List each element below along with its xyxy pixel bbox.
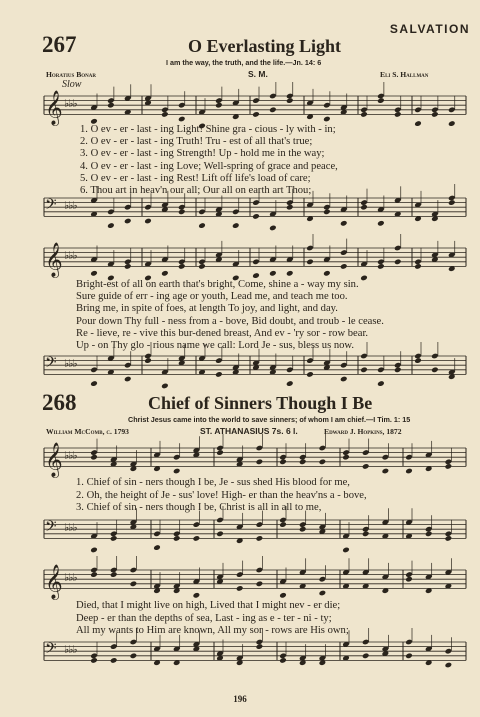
note-head (107, 222, 115, 229)
note-head (130, 653, 138, 660)
note-head (414, 357, 422, 364)
note-head (286, 270, 294, 277)
lyrics-block (80, 124, 338, 197)
key-signature-flats-icon: ♭♭♭ (64, 357, 77, 371)
composer-credit: Eli S. Hallman (380, 70, 429, 79)
lyric-line: Deep - er than the depths of sea, Last - ing as e - ter - ni - ty; (76, 612, 332, 624)
note-head (178, 116, 186, 123)
note-head (256, 535, 264, 542)
lyric-line: 3. Chief of sin - ners though I be, Christ is all in all to me, (76, 502, 322, 513)
lyric-line: 1. Chief of sin - ners though I be, Je - sus shed His blood for me, (76, 477, 350, 488)
bass-staff (0, 512, 480, 552)
note-head (279, 459, 287, 466)
note-head (431, 111, 439, 118)
note-head (360, 111, 368, 118)
note-head (193, 592, 201, 599)
note-head (323, 270, 331, 277)
lyric-line: 3. O ev - er - last - ing Strength! Up - hold me in the way; (80, 148, 325, 160)
note-head (178, 209, 186, 216)
key-signature-flats-icon: ♭♭♭ (64, 249, 77, 263)
bass-staff (0, 634, 480, 674)
lyric-line: Re - lieve, re - vive this bur-dened breast, And ev - 'ry sor - row bear. (76, 327, 369, 339)
lyric-line: Died, that I might live on high, Lived that I might nev - er die; (76, 600, 341, 611)
note-head (153, 544, 161, 551)
note-head (405, 468, 413, 475)
hymn-title: O Everlasting Light (188, 36, 342, 56)
treble-clef-icon: 𝄞 (45, 242, 63, 278)
note-head (173, 468, 181, 475)
note-head (252, 213, 260, 220)
author-credit: Horatius Bonar (46, 70, 97, 79)
hymn-number: 267 (42, 32, 77, 57)
bass-clef-icon: 𝄢 (45, 639, 57, 661)
key-signature-flats-icon: ♭♭♭ (64, 449, 77, 463)
lyric-line: 4. O ev - er - last - ing Love; Well-spring of grace and peace, (80, 160, 338, 172)
section-heading: SALVATION (389, 22, 470, 36)
note-head (319, 590, 327, 597)
scripture-reference: Christ Jesus came into the world to save sinners; of whom I am chief.—I Tim. 1: 15 (128, 415, 411, 424)
note-head (256, 581, 264, 588)
note-head (323, 116, 331, 123)
note-head (269, 107, 277, 114)
key-signature-flats-icon: ♭♭♭ (64, 521, 77, 535)
lyric-line: 2. Oh, the height of Je - sus' love! High- er than the heav'ns a - bove, (76, 489, 367, 501)
note-head (394, 259, 402, 266)
note-head (90, 657, 98, 664)
note-head (198, 263, 206, 270)
note-head (144, 218, 152, 225)
composer-credit: Edward J. Hopkins, 1872 (324, 427, 402, 436)
hymn-number: 268 (42, 390, 77, 415)
note-head (144, 357, 152, 364)
lyrics-block (76, 600, 349, 638)
note-head (405, 653, 413, 660)
note-head (340, 220, 348, 227)
lyric-line: 6. Thou art in heav'n our all; Our all on earth art Thou; (80, 185, 312, 197)
note-head (161, 383, 169, 390)
note-head (178, 263, 186, 270)
note-head (124, 376, 132, 383)
note-head (161, 111, 169, 118)
note-head (216, 449, 224, 456)
lyric-line: 2. O ev - er - last - ing Truth! Tru - est of all that's true; (80, 136, 313, 148)
note-head (124, 263, 132, 270)
treble-clef-icon: 𝄞 (45, 564, 63, 600)
lyric-line: Sure guide of err - ing age or youth, Lead me, and teach me too. (76, 291, 348, 303)
note-head (279, 657, 287, 664)
note-head (215, 371, 223, 378)
note-head (110, 571, 118, 578)
bass-clef-icon: 𝄢 (45, 517, 57, 539)
note-head (323, 209, 331, 216)
key-signature-flats-icon: ♭♭♭ (64, 97, 77, 111)
note-head (173, 535, 181, 542)
note-head (124, 218, 132, 225)
note-head (362, 653, 370, 660)
note-head (414, 263, 422, 270)
note-head (252, 272, 260, 279)
note-head (299, 526, 307, 533)
note-head (382, 468, 390, 475)
lyric-line: Bright-est of all on earth that's bright, Come, shine a - way my sin. (76, 279, 359, 290)
lyric-line: 1. O ev - er - last - ing Light! Shine gra - cious - ly with - in; (80, 124, 336, 135)
note-head (286, 380, 294, 387)
note-head (107, 102, 115, 109)
note-head (256, 643, 264, 650)
note-head (306, 371, 314, 378)
note-head (198, 222, 206, 229)
note-head (394, 111, 402, 118)
treble-clef-icon: 𝄞 (45, 90, 63, 126)
note-head (362, 463, 370, 470)
key-signature-flats-icon: ♭♭♭ (64, 571, 77, 585)
note-head (377, 97, 385, 104)
note-head (279, 592, 287, 599)
note-head (110, 535, 118, 542)
lyric-line: All my wants to Him are known, All my sor - rows are His own; (76, 625, 349, 636)
note-head (216, 531, 224, 538)
note-head (236, 585, 244, 592)
note-head (445, 463, 453, 470)
note-head (90, 380, 98, 387)
note-head (90, 547, 98, 554)
note-head (431, 367, 439, 374)
note-head (193, 535, 201, 542)
note-head (340, 263, 348, 270)
note-head (377, 380, 385, 387)
page-number: 196 (233, 694, 247, 704)
hymn-title: Chief of Sinners Though I Be (148, 393, 373, 413)
lyric-line: 5. O ev - er - last - ing Rest! Lift off life's load of care; (80, 172, 311, 184)
note-head (360, 367, 368, 374)
note-head (215, 102, 223, 109)
note-head (269, 225, 277, 232)
note-head (90, 454, 98, 461)
bass-clef-icon: 𝄢 (45, 353, 57, 375)
note-head (342, 454, 350, 461)
tempo-marking: Slow (62, 79, 82, 90)
meter-label: S. M. (248, 69, 268, 79)
treble-staff (0, 240, 480, 280)
note-head (130, 581, 138, 588)
note-head (90, 571, 98, 578)
note-head (90, 270, 98, 277)
treble-staff (0, 88, 480, 128)
note-head (445, 535, 453, 542)
note-head (360, 204, 368, 211)
lyrics-block (76, 477, 367, 515)
bass-staff (0, 348, 480, 388)
lyric-line: Pour down Thy full - ness from a - bove, Bid doubt, and troub - le cease. (76, 315, 384, 327)
note-head (286, 97, 294, 104)
note-head (232, 222, 240, 229)
lyrics-block (76, 279, 384, 352)
note-head (256, 459, 264, 466)
note-head (269, 270, 277, 277)
note-head (110, 657, 118, 664)
treble-staff (0, 440, 480, 480)
note-head (448, 199, 456, 206)
key-signature-flats-icon: ♭♭♭ (64, 199, 77, 213)
note-head (445, 662, 453, 669)
note-head (299, 459, 307, 466)
treble-staff (0, 562, 480, 602)
note-head (377, 263, 385, 270)
note-head (414, 120, 422, 127)
lyric-line: Bring me, in spite of foes, at length To joy, and light, and day. (76, 303, 338, 315)
treble-clef-icon: 𝄞 (45, 442, 63, 478)
note-head (394, 367, 402, 374)
note-head (252, 111, 260, 118)
note-head (448, 120, 456, 127)
author-credit: William McComb, c. 1793 (46, 427, 129, 436)
note-head (342, 547, 350, 554)
note-head (377, 220, 385, 227)
note-head (306, 259, 314, 266)
note-head (286, 204, 294, 211)
note-head (405, 576, 413, 583)
lyric-line: Up - on Thy glo - rious name we call: Lord Je - sus, bless us now. (76, 340, 355, 352)
bass-clef-icon: 𝄢 (45, 195, 57, 217)
key-signature-flats-icon: ♭♭♭ (64, 643, 77, 657)
scripture-reference: I am the way, the truth, and the life.—Jn. 14: 6 (166, 58, 322, 67)
note-head (362, 531, 370, 538)
note-head (319, 459, 327, 466)
note-head (425, 531, 433, 538)
note-head (279, 521, 287, 528)
tune-name: ST. ATHANASIUS 7s. 6 l. (200, 426, 298, 436)
note-head (161, 270, 169, 277)
note-head (340, 376, 348, 383)
